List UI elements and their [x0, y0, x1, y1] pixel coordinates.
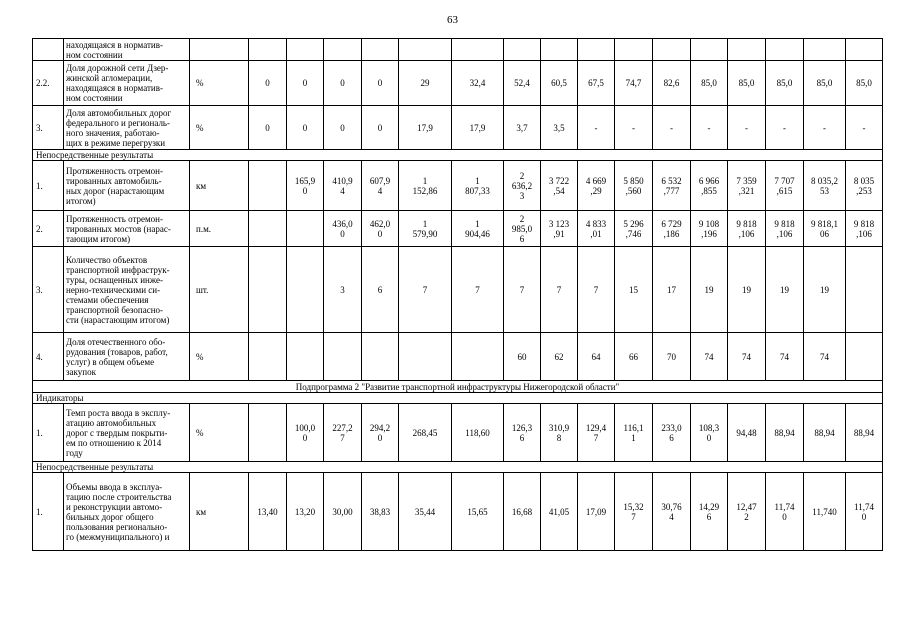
value-cell: 0	[249, 106, 287, 150]
value-cell: -	[691, 106, 728, 150]
value-cell: 94,48	[728, 404, 766, 462]
table-row	[33, 404, 883, 462]
value-cell: 165,9 0	[287, 161, 324, 211]
value-cell: 15,65	[452, 473, 504, 551]
value-cell: 116,1 1	[615, 404, 653, 462]
value-cell: 88,94	[804, 404, 846, 462]
value-cell: 29	[399, 61, 452, 106]
value-cell: 74	[691, 333, 728, 381]
value-cell: 8 035 ,253	[846, 161, 883, 211]
value-cell: 9 818,1 06	[804, 211, 846, 247]
value-cell: 14,29 6	[691, 473, 728, 551]
value-cell: 129,4 7	[578, 404, 615, 462]
table-row	[33, 473, 883, 551]
value-cell: 11,74 0	[766, 473, 804, 551]
unit-cell: км	[190, 473, 249, 551]
value-cell: 66	[615, 333, 653, 381]
value-cell: 1 904,46	[452, 211, 504, 247]
value-cell: 462,0 0	[362, 211, 399, 247]
value-cell: 74	[728, 333, 766, 381]
value-cell: 7	[452, 247, 504, 333]
subprogram-header-row	[33, 381, 883, 393]
section-label: Непосредственные результаты	[33, 462, 883, 473]
value-cell	[504, 39, 541, 61]
value-cell: -	[728, 106, 766, 150]
table-row	[33, 106, 883, 150]
value-cell: 7	[541, 247, 578, 333]
value-cell: 85,0	[691, 61, 728, 106]
row-number: 1.	[33, 161, 64, 211]
indicator-name: Количество объектов транспортной инфраструк- туры, оснащенных инже- нерно-техническими си- стемами обеспечения транспортной безопасно- сти (нарастающим итогом)	[64, 247, 190, 333]
value-cell: 3 722 ,54	[541, 161, 578, 211]
value-cell: 0	[324, 61, 362, 106]
indicator-name: Протяженность отремон- тированных автомобиль- ных дорог (нарастающим итогом)	[64, 161, 190, 211]
value-cell: 7 707 ,615	[766, 161, 804, 211]
table-row	[33, 161, 883, 211]
value-cell: 0	[287, 61, 324, 106]
value-cell: -	[766, 106, 804, 150]
value-cell: 12,47 2	[728, 473, 766, 551]
value-cell: 1 579,90	[399, 211, 452, 247]
value-cell	[452, 39, 504, 61]
table-row	[33, 211, 883, 247]
section-header-row	[33, 150, 883, 161]
value-cell: 118,60	[452, 404, 504, 462]
value-cell	[362, 39, 399, 61]
value-cell: 268,45	[399, 404, 452, 462]
value-cell: 11,74 0	[846, 473, 883, 551]
table-body	[33, 39, 883, 551]
value-cell: 7	[399, 247, 452, 333]
value-cell: 410,9 4	[324, 161, 362, 211]
value-cell: 85,0	[766, 61, 804, 106]
value-cell	[452, 333, 504, 381]
value-cell: 13,20	[287, 473, 324, 551]
value-cell: 5 296 ,746	[615, 211, 653, 247]
value-cell	[287, 333, 324, 381]
value-cell: 7	[578, 247, 615, 333]
value-cell: 74	[804, 333, 846, 381]
value-cell	[249, 39, 287, 61]
value-cell: 17,09	[578, 473, 615, 551]
indicators-table	[32, 38, 883, 551]
unit-cell: п.м.	[190, 211, 249, 247]
value-cell: 35,44	[399, 473, 452, 551]
indicator-name: находящаяся в норматив- ном состоянии	[64, 39, 190, 61]
value-cell: 19	[804, 247, 846, 333]
row-number	[33, 39, 64, 61]
value-cell	[846, 39, 883, 61]
value-cell: 9 818 ,106	[846, 211, 883, 247]
value-cell: 17,9	[399, 106, 452, 150]
value-cell: 9 818 ,106	[766, 211, 804, 247]
value-cell: 32,4	[452, 61, 504, 106]
value-cell: 38,83	[362, 473, 399, 551]
row-number: 3.	[33, 247, 64, 333]
value-cell: 67,5	[578, 61, 615, 106]
value-cell: 88,94	[766, 404, 804, 462]
value-cell: 64	[578, 333, 615, 381]
value-cell	[691, 39, 728, 61]
value-cell: 436,0 0	[324, 211, 362, 247]
value-cell: 85,0	[804, 61, 846, 106]
value-cell: 17	[653, 247, 691, 333]
indicator-name: Доля автомобильных дорог федерального и региональ- ного значения, работаю- щих в режиме перегрузки	[64, 106, 190, 150]
value-cell	[249, 211, 287, 247]
value-cell: 2 985,0 6	[504, 211, 541, 247]
section-header-row	[33, 462, 883, 473]
value-cell	[615, 39, 653, 61]
value-cell: 2 636,2 3	[504, 161, 541, 211]
value-cell: 6	[362, 247, 399, 333]
value-cell: 74,7	[615, 61, 653, 106]
value-cell: 227,2 7	[324, 404, 362, 462]
value-cell: 1 807,33	[452, 161, 504, 211]
value-cell: 3,5	[541, 106, 578, 150]
row-number: 1.	[33, 404, 64, 462]
value-cell	[249, 404, 287, 462]
value-cell	[287, 247, 324, 333]
value-cell: 9 108 ,196	[691, 211, 728, 247]
value-cell: 126,3 6	[504, 404, 541, 462]
value-cell: 0	[362, 106, 399, 150]
value-cell	[541, 39, 578, 61]
value-cell: 30,00	[324, 473, 362, 551]
value-cell	[846, 247, 883, 333]
value-cell: 13,40	[249, 473, 287, 551]
value-cell: 0	[362, 61, 399, 106]
value-cell: 60,5	[541, 61, 578, 106]
section-label: Индикаторы	[33, 393, 883, 404]
unit-cell: %	[190, 404, 249, 462]
value-cell: 17,9	[452, 106, 504, 150]
value-cell: 82,6	[653, 61, 691, 106]
value-cell: 607,9 4	[362, 161, 399, 211]
value-cell: 30,76 4	[653, 473, 691, 551]
value-cell: 7 359 ,321	[728, 161, 766, 211]
value-cell: 16,68	[504, 473, 541, 551]
value-cell	[287, 39, 324, 61]
unit-cell	[190, 39, 249, 61]
value-cell	[653, 39, 691, 61]
value-cell	[249, 333, 287, 381]
section-label: Непосредственные результаты	[33, 150, 883, 161]
value-cell: 11,740	[804, 473, 846, 551]
value-cell: 15,32 7	[615, 473, 653, 551]
value-cell: -	[578, 106, 615, 150]
unit-cell: шт.	[190, 247, 249, 333]
value-cell: 3	[324, 247, 362, 333]
value-cell: 0	[324, 106, 362, 150]
value-cell: 6 966 ,855	[691, 161, 728, 211]
value-cell	[728, 39, 766, 61]
value-cell: 19	[766, 247, 804, 333]
value-cell: 0	[249, 61, 287, 106]
unit-cell: %	[190, 333, 249, 381]
value-cell: 1 152,86	[399, 161, 452, 211]
value-cell	[766, 39, 804, 61]
value-cell: 100,0 0	[287, 404, 324, 462]
table-row	[33, 61, 883, 106]
value-cell: 6 729 ,186	[653, 211, 691, 247]
indicator-name: Протяженность отремон- тированных мостов (нарас- тающим итогом)	[64, 211, 190, 247]
value-cell: -	[846, 106, 883, 150]
value-cell: -	[615, 106, 653, 150]
value-cell	[399, 333, 452, 381]
row-number: 3.	[33, 106, 64, 150]
value-cell: 310,9 8	[541, 404, 578, 462]
value-cell	[804, 39, 846, 61]
value-cell: 88,94	[846, 404, 883, 462]
indicator-name: Доля отечественного обо- рудования (товаров, работ, услуг) в общем объеме закупок	[64, 333, 190, 381]
unit-cell: %	[190, 106, 249, 150]
value-cell: 74	[766, 333, 804, 381]
value-cell: 5 850 ,560	[615, 161, 653, 211]
value-cell: 0	[287, 106, 324, 150]
row-number: 4.	[33, 333, 64, 381]
row-number: 1.	[33, 473, 64, 551]
value-cell	[324, 333, 362, 381]
row-number: 2.	[33, 211, 64, 247]
value-cell	[287, 211, 324, 247]
value-cell: 3,7	[504, 106, 541, 150]
row-number: 2.2.	[33, 61, 64, 106]
value-cell	[249, 247, 287, 333]
value-cell	[846, 333, 883, 381]
value-cell: 9 818 ,106	[728, 211, 766, 247]
value-cell: 85,0	[846, 61, 883, 106]
value-cell: -	[653, 106, 691, 150]
value-cell	[399, 39, 452, 61]
value-cell: 7	[504, 247, 541, 333]
value-cell: 3 123 ,91	[541, 211, 578, 247]
page-number: 63	[447, 14, 458, 26]
value-cell: 4 833 ,01	[578, 211, 615, 247]
value-cell: 108,3 0	[691, 404, 728, 462]
value-cell	[324, 39, 362, 61]
value-cell: 294,2 0	[362, 404, 399, 462]
section-header-row	[33, 393, 883, 404]
unit-cell: %	[190, 61, 249, 106]
value-cell: 60	[504, 333, 541, 381]
value-cell: 19	[728, 247, 766, 333]
value-cell: 15	[615, 247, 653, 333]
table-row	[33, 247, 883, 333]
value-cell: 6 532 ,777	[653, 161, 691, 211]
indicator-name: Темп роста ввода в эксплу- атацию автомобильных дорог с твердым покрыти- ем по отношению к 2014 году	[64, 404, 190, 462]
value-cell: 85,0	[728, 61, 766, 106]
subprogram-title: Подпрограмма 2 "Развитие транспортной инфраструктуры Нижегородской области"	[33, 381, 883, 393]
value-cell: 233,0 6	[653, 404, 691, 462]
value-cell: 8 035,2 53	[804, 161, 846, 211]
indicator-name: Объемы ввода в эксплуа- тацию после строительства и реконструкции автомо- бильных дорог общего пользования регионально- го (межмуниципального) и	[64, 473, 190, 551]
value-cell	[362, 333, 399, 381]
value-cell	[249, 161, 287, 211]
value-cell: 41,05	[541, 473, 578, 551]
table-row	[33, 39, 883, 61]
value-cell: 19	[691, 247, 728, 333]
unit-cell: км	[190, 161, 249, 211]
value-cell: 70	[653, 333, 691, 381]
indicator-name: Доля дорожной сети Дзер- жинской агломерации, находящаяся в норматив- ном состоянии	[64, 61, 190, 106]
value-cell: -	[804, 106, 846, 150]
value-cell: 62	[541, 333, 578, 381]
table-row	[33, 333, 883, 381]
value-cell	[578, 39, 615, 61]
value-cell: 4 669 ,29	[578, 161, 615, 211]
value-cell: 52,4	[504, 61, 541, 106]
